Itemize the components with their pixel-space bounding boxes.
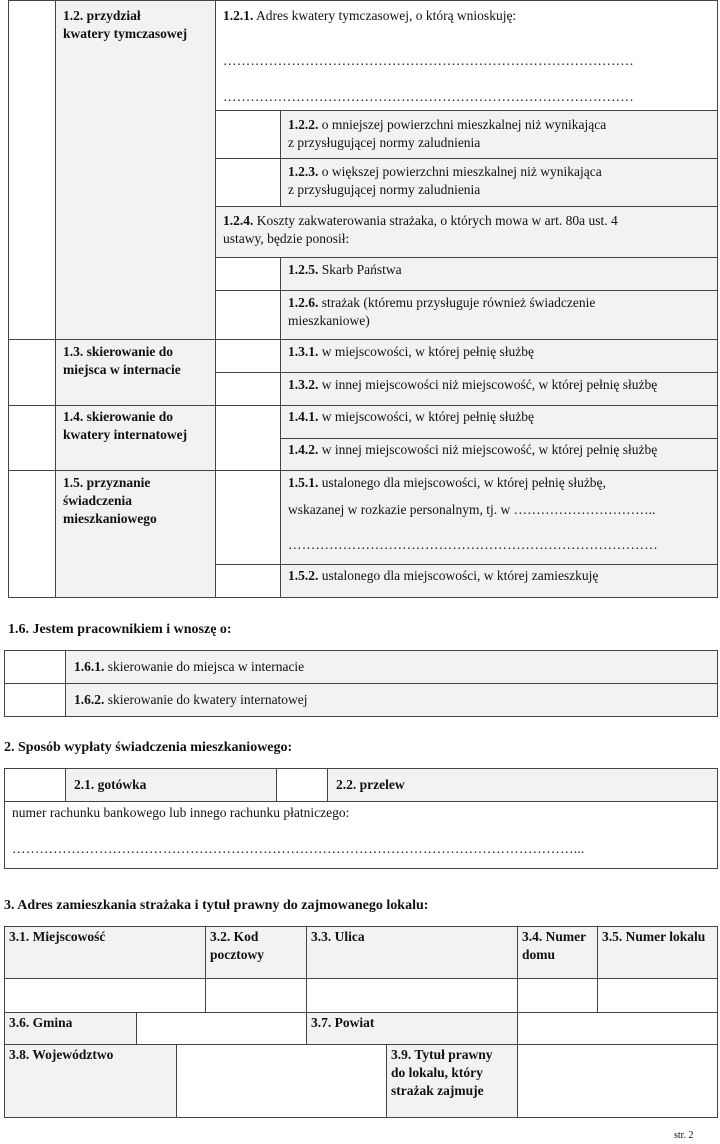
label-1-3 [55,339,216,406]
field-1-2-1-address[interactable] [215,0,718,111]
label-1-5-line3: mieszkaniowego [63,511,157,526]
checkbox-1-5-1[interactable] [215,470,281,565]
heading-section-2: 2. Sposób wypłaty świadczenia mieszkaniowego: [4,740,293,755]
input-3-3-street[interactable] [306,978,518,1013]
label-3-5 [597,926,718,979]
checkbox-1-6-2[interactable] [4,683,66,717]
text-1-3-2: w innej miejscowości niż miejscowość, w której pełnię służbę [318,377,658,392]
label-3-9-l3: strażak zajmuje [391,1083,484,1098]
checkbox-1-2-3[interactable] [215,158,281,207]
label-3-2-l1: 3.2. Kod [210,929,259,944]
label-3-4 [517,926,598,979]
option-1-3-1 [280,339,718,373]
input-3-8-voivodeship[interactable] [176,1044,387,1118]
input-3-9-legal-title[interactable] [517,1044,718,1118]
label-3-3-text: 3.3. Ulica [311,929,365,944]
num-1-4-2: 1.4.2. [288,442,319,457]
label-1-2 [55,0,216,340]
label-3-7 [306,1012,518,1045]
option-1-4-2 [280,438,718,471]
option-1-2-5 [280,257,718,291]
checkbox-1-2-2[interactable] [215,110,281,159]
label-3-6-text: 3.6. Gmina [9,1015,73,1030]
text-1-2-3-l2: z przysługującej normy zaludnienia [288,182,481,197]
option-1-6-2 [65,683,718,717]
checkbox-1-4[interactable] [8,405,56,471]
text-1-2-6-l1: strażak (któremu przysługuje również świadczenie [318,295,596,310]
label-3-2 [205,926,307,979]
num-1-5-2: 1.5.2. [288,568,319,583]
label-2-1: 2.1. gotówka [74,777,147,792]
checkbox-2-1[interactable] [4,768,66,802]
option-1-3-2 [280,372,718,406]
num-1-2-1: 1.2.1. [223,8,254,23]
num-1-5-1: 1.5.1. [288,475,319,490]
dotted-line-1-5-1: ……………………………………………………………………… [288,537,658,552]
label-1-4 [55,405,216,471]
option-1-5-1 [280,470,718,565]
input-3-4-house-no[interactable] [517,978,598,1013]
label-3-1 [4,926,206,979]
checkbox-1-6-1[interactable] [4,650,66,684]
bank-account-field[interactable] [4,801,718,869]
bank-account-dots: ……………………………………………………………………………………………………………... [12,841,585,856]
label-3-5-text: 3.5. Numer lokalu [602,929,706,944]
input-3-5-flat-no[interactable] [597,978,718,1013]
dotted-line-1: ……………………………………………………………………………… [223,53,634,68]
num-1-2-6: 1.2.6. [288,295,319,310]
text-1-2-2-l2: z przysługującej normy zaludnienia [288,135,481,150]
checkbox-1-5-2[interactable] [215,564,281,598]
text-1-2-6-l2: mieszkaniowe) [288,313,370,328]
option-1-6-1 [65,650,718,684]
label-3-3 [306,926,518,979]
label-1-5-line1: 1.5. przyznanie [63,475,151,490]
label-1-4-line1: 1.4. skierowanie do [63,409,174,424]
num-1-2-5: 1.2.5. [288,262,319,277]
label-3-4-l1: 3.4. Numer [522,929,587,944]
option-1-4-1 [280,405,718,439]
checkbox-1-2-5[interactable] [215,257,281,291]
label-1-5-line2: świadczenia [63,493,132,508]
label-3-9-l2: do lokalu, który [391,1065,483,1080]
label-3-2-l2: pocztowy [210,947,264,962]
text-1-2-4-l2: ustawy, będzie ponosił: [223,231,350,246]
label-1-3-line2: miejsca w internacie [63,362,181,377]
text-1-5-1-l1: ustalonego dla miejscowości, w której pełnię służbę, [318,475,606,490]
option-2-1-cash [65,768,277,802]
num-1-3-1: 1.3.1. [288,344,319,359]
label-3-7-text: 3.7. Powiat [311,1015,375,1030]
option-1-2-2 [280,110,718,159]
checkbox-1-3[interactable] [8,339,56,406]
input-3-6-commune[interactable] [136,1012,307,1045]
checkbox-2-2[interactable] [276,768,328,802]
label-3-9-l1: 3.9. Tytuł prawny [391,1047,493,1062]
text-1-5-1-l2: wskazanej w rozkazie personalnym, tj. w ………………………….. [288,502,656,517]
label-1-3-line1: 1.3. skierowanie do [63,344,174,359]
heading-1-6: 1.6. Jestem pracownikiem i wnoszę o: [8,622,232,637]
heading-section-3: 3. Adres zamieszkania strażaka i tytuł prawny do zajmowanego lokalu: [4,898,429,913]
text-1-3-1: w miejscowości, w której pełnię służbę [318,344,534,359]
input-3-7-county[interactable] [517,1012,718,1045]
label-1-2-line1: 1.2. przydział [63,8,141,23]
label-3-8 [4,1044,177,1118]
text-1-2-4-l1: Koszty zakwaterowania strażaka, o których mowa w art. 80a ust. 4 [253,213,618,228]
num-1-2-4: 1.2.4. [223,213,254,228]
option-1-2-6 [280,290,718,340]
checkbox-1-2[interactable] [8,0,56,340]
label-3-6 [4,1012,137,1045]
dotted-line-2: ……………………………………………………………………………… [223,89,634,104]
text-1-4-2: w innej miejscowości niż miejscowość, w której pełnię służbę [318,442,658,457]
label-1-2-4 [215,206,718,258]
label-1-5 [55,470,216,598]
option-1-2-3 [280,158,718,207]
label-3-1-text: 3.1. Miejscowość [9,929,106,944]
option-2-2-transfer [327,768,718,802]
input-3-1-locality[interactable] [4,978,206,1013]
label-1-4-line2: kwatery internatowej [63,427,188,442]
text-1-2-1: Adres kwatery tymczasowej, o którą wnioskuję: [253,8,517,23]
checkbox-1-3-1[interactable] [215,339,281,373]
checkbox-1-4-1-2[interactable] [215,405,281,471]
text-1-2-3-l1: o większej powierzchni mieszkalnej niż wynikająca [318,164,602,179]
label-3-4-l2: domu [522,947,556,962]
label-2-2: 2.2. przelew [336,777,405,792]
num-1-3-2: 1.3.2. [288,377,319,392]
input-3-2-postcode[interactable] [205,978,307,1013]
checkbox-1-3-2[interactable] [215,372,281,406]
label-3-9 [386,1044,518,1118]
text-1-6-1: skierowanie do miejsca w internacie [104,659,305,674]
text-1-2-2-l1: o mniejszej powierzchni mieszkalnej niż wynikająca [318,117,607,132]
text-1-5-2: ustalonego dla miejscowości, w której zamieszkuję [318,568,599,583]
option-1-5-2 [280,564,718,598]
num-1-6-1: 1.6.1. [74,659,105,674]
num-1-6-2: 1.6.2. [74,692,105,707]
text-1-2-5: Skarb Państwa [318,262,402,277]
bank-account-label: numer rachunku bankowego lub innego rachunku płatniczego: [12,805,350,820]
page-number: str. 2 [674,1130,694,1141]
label-1-2-line2: kwatery tymczasowej [63,26,188,41]
num-1-4-1: 1.4.1. [288,409,319,424]
num-1-2-3: 1.2.3. [288,164,319,179]
checkbox-1-2-6[interactable] [215,290,281,340]
label-3-8-text: 3.8. Województwo [9,1047,114,1062]
num-1-2-2: 1.2.2. [288,117,319,132]
text-1-6-2: skierowanie do kwatery internatowej [104,692,308,707]
text-1-4-1: w miejscowości, w której pełnię służbę [318,409,534,424]
checkbox-1-5[interactable] [8,470,56,598]
